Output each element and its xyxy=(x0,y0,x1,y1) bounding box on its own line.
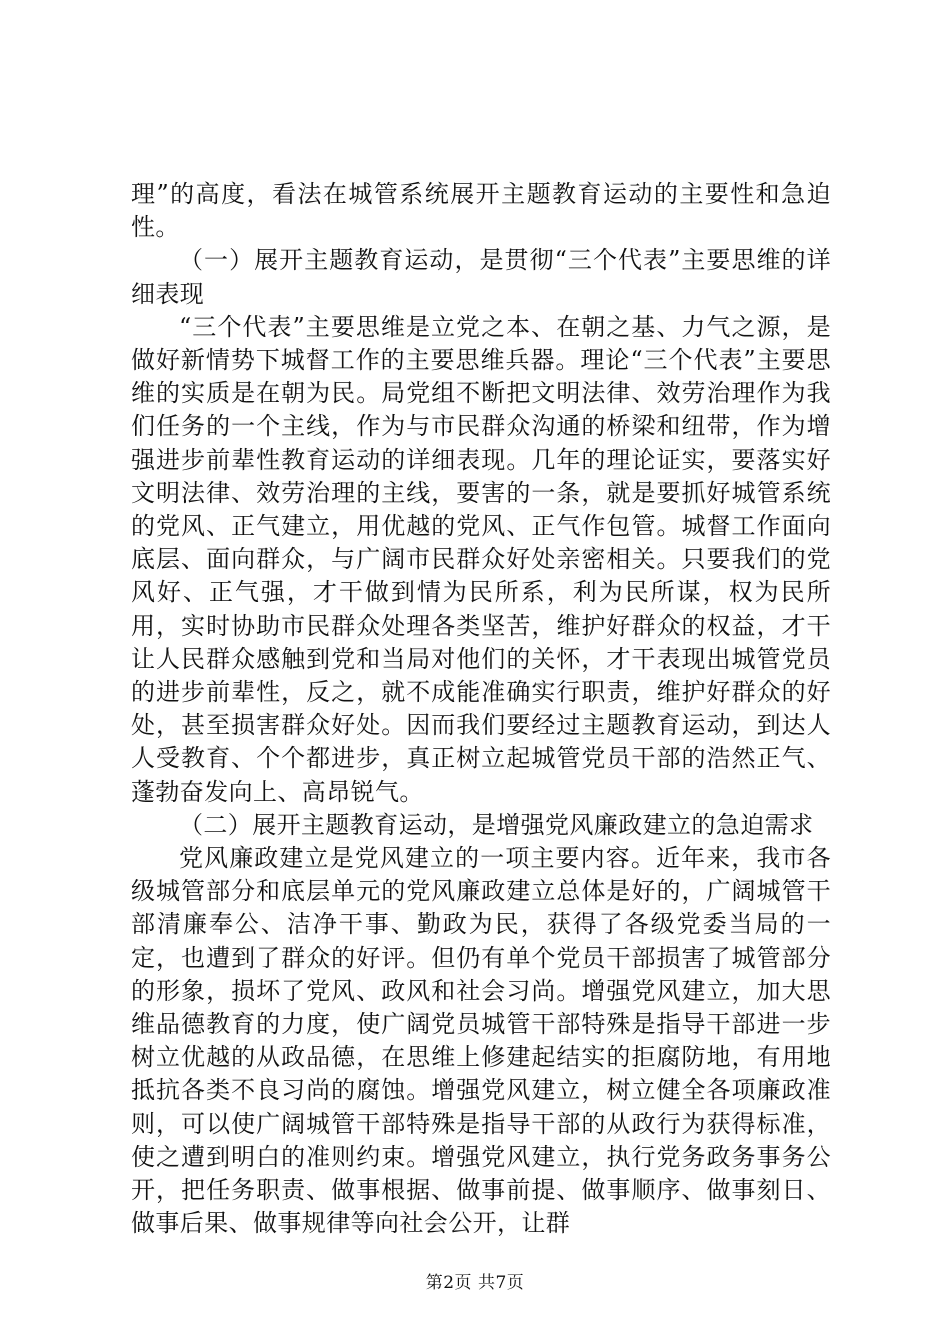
document-body xyxy=(131,178,831,1241)
section-heading-2: （二）展开主题教育运动，是增强党风廉政建立的急迫需求 xyxy=(179,810,814,839)
paragraph-body-1: “三个代表”主要思维是立党之本、在朝之基、力气之源，是做好新情势下城督工作的主要思维兵器。理论“三个代表”主要思维的实质是在朝为民。局党组不断把文明法律、效劳治理作为我们任务的一个主线，作为与市民群众沟通的桥梁和纽带，作为增强进步前辈性教育运动的详细表现。几年的理论证实，要落实好文明法律、效劳治理的主线，要害的一条，就是要抓好城管系统的党风、正气建立，用优越的党风、正气作包管。城督工作面向底层、面向群众，与广阔市民群众好处亲密相关。只要我们的党风好、正气强，才干做到情为民所系，利为民所谋，权为民所用，实时协助市民群众处理各类坚苦，维护好群众的权益，才干让人民群众感触到党和当局对他们的关怀，才干表现出城管党员的进步前辈性，反之，就不成能准确实行职责，维护好群众的好处，甚至损害群众好处。因而我们要经过主题教育运动，到达人人受教育、个个都进步，真正树立起城管党员干部的浩然正气、蓬勃奋发向上、高昂锐气。 xyxy=(131,312,831,806)
page-number-footer: 第2页 共7页 xyxy=(425,1273,525,1293)
section-heading-1: （一）展开主题教育运动，是贯彻“三个代表”主要思维的详细表现 xyxy=(131,246,831,308)
paragraph-body-2: 党风廉政建立是党风建立的一项主要内容。近年来，我市各级城管部分和底层单元的党风廉政建立总体是好的，广阔城管干部清廉奉公、洁净干事、勤政为民，获得了各级党委当局的一定，也遭到了群众的好评。但仍有单个党员干部损害了城管部分的形象，损坏了党风、政风和社会习尚。增强党风建立，加大思维品德教育的力度，使广阔党员城管干部特殊是指导干部进一步树立优越的从政品德，在思维上修建起结实的拒腐防地，有用地抵抗各类不良习尚的腐蚀。增强党风建立，树立健全各项廉政准则，可以使广阔城管干部特殊是指导干部的从政行为获得标准，使之遭到明白的准则约束。增强党风建立，执行党务政务事务公开，把任务职责、做事根据、做事前提、做事顺序、做事刻日、做事后果、做事规律等向社会公开，让群 xyxy=(131,844,831,1238)
paragraph-continuation: 理”的高度，看法在城管系统展开主题教育运动的主要性和急迫性。 xyxy=(131,180,831,242)
